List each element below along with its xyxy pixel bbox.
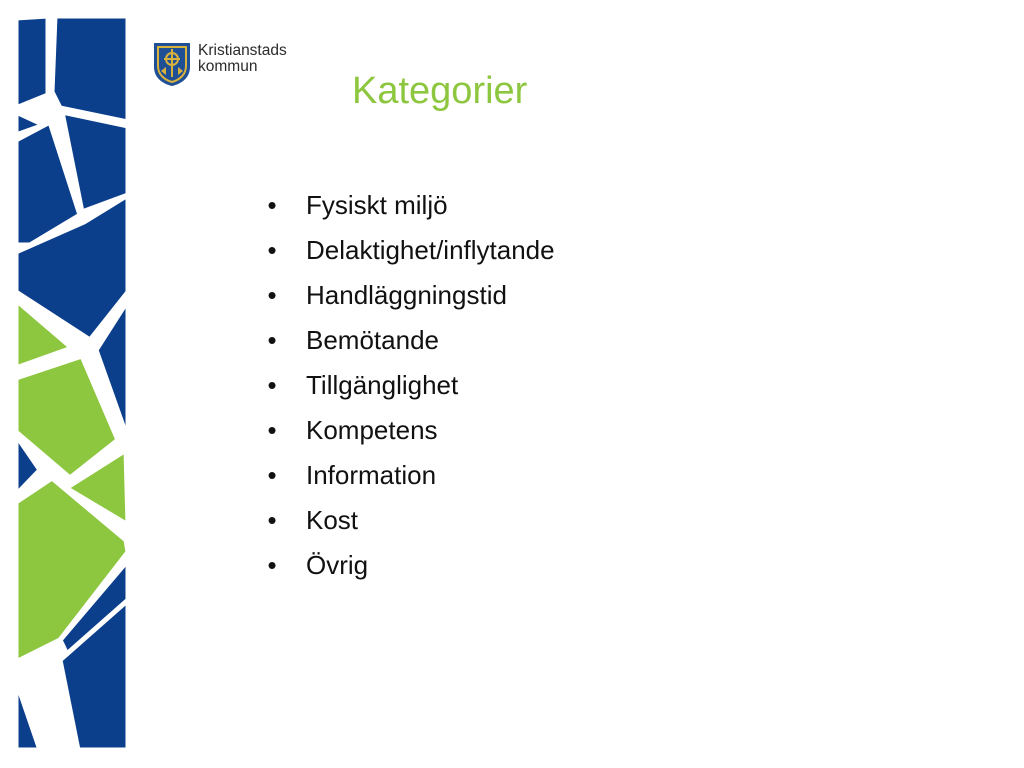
bullet-icon: • — [267, 235, 277, 265]
list-item — [264, 453, 555, 498]
coat-of-arms-icon — [152, 41, 192, 87]
bullet-icon: • — [267, 460, 277, 490]
list-item — [264, 408, 555, 453]
mosaic-piece — [16, 16, 48, 108]
slide-title: Kategorier — [352, 70, 528, 112]
list-item-text: Kompetens — [306, 415, 438, 445]
list-item-text: Övrig — [306, 550, 369, 580]
bullet-icon: • — [267, 415, 277, 445]
mosaic-piece — [16, 680, 40, 750]
mosaic-decoration — [0, 0, 140, 768]
category-list — [264, 183, 555, 588]
municipality-logo — [152, 41, 302, 89]
list-item — [264, 273, 555, 318]
bullet-icon: • — [267, 190, 277, 220]
logo-line-2: kommun — [198, 58, 258, 75]
list-item-text: Delaktighet/inflytande — [306, 235, 555, 265]
list-item — [264, 498, 555, 543]
mosaic-piece — [52, 16, 128, 122]
list-item-text: Information — [306, 460, 437, 490]
list-item-text: Kost — [306, 505, 359, 535]
list-item — [264, 183, 555, 228]
list-item-text: Bemötande — [306, 325, 439, 355]
list-item — [264, 543, 555, 588]
bullet-icon: • — [267, 325, 277, 355]
list-item — [264, 318, 555, 363]
list-item — [264, 228, 555, 273]
logo-line-1: Kristianstads — [198, 42, 287, 59]
list-item-text: Fysiskt miljö — [306, 190, 448, 220]
bullet-icon: • — [267, 550, 277, 580]
list-item-text: Handläggningstid — [306, 280, 507, 310]
bullet-icon: • — [267, 280, 277, 310]
logo-wordmark — [198, 43, 287, 75]
list-item — [264, 363, 555, 408]
list-item-text: Tillgänglighet — [306, 370, 459, 400]
bullet-icon: • — [267, 505, 277, 535]
bullet-icon: • — [267, 370, 277, 400]
